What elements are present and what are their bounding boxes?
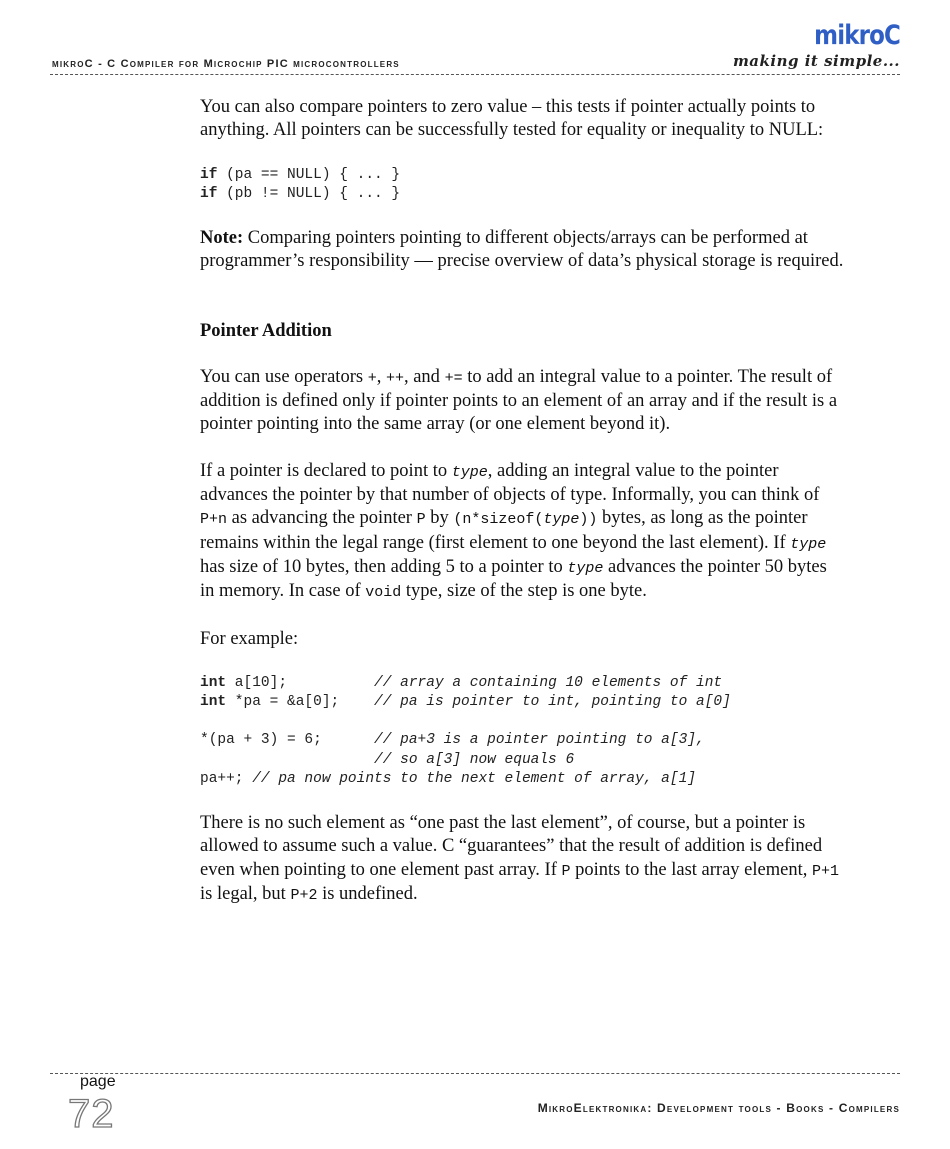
text: points to the last array element,	[570, 859, 812, 880]
page-label: page	[80, 1073, 116, 1090]
paragraph-for-example: For example:	[200, 628, 299, 649]
note-text: Comparing pointers pointing to different objects/arrays can be performed at programmer’s responsibility — precise overview of data’s physical storage is required.	[200, 228, 844, 272]
code-comment: // pa+3 is a pointer pointing to a[3],	[374, 732, 705, 749]
header-divider	[50, 74, 900, 75]
code-keyword: int	[200, 674, 227, 691]
inline-code: type	[451, 463, 488, 481]
code-text: *(pa + 3) = 6;	[200, 732, 375, 749]
text: You can use operators	[200, 366, 368, 387]
text: ,	[376, 366, 386, 387]
code-text: a[10];	[226, 674, 375, 691]
inline-code: P	[561, 862, 571, 880]
brand-tagline: making it simple...	[732, 52, 900, 70]
paragraph-compare-null: You can also compare pointers to zero value – this tests if pointer actually points to anything. All pointers can be successfully tested for equality or inequality to NULL:	[200, 97, 824, 141]
text: as advancing the pointer	[227, 508, 417, 529]
code-comment: // pa is pointer to int, pointing to a[0]	[374, 694, 731, 711]
code-block-pointer-example	[200, 674, 845, 789]
inline-code: +=	[444, 369, 463, 387]
page-number: 72	[68, 1092, 115, 1136]
text: type, size of the step is one byte.	[401, 581, 647, 602]
text: is undefined.	[317, 883, 418, 904]
code-comment: // array a containing 10 elements of int	[374, 674, 723, 691]
code-keyword: int	[200, 694, 227, 711]
inline-code: type	[790, 535, 827, 553]
inline-code: P+2	[290, 886, 318, 904]
inline-code: type	[543, 511, 580, 529]
text: by	[425, 508, 454, 529]
text: bytes, as long as the pointer remains within the legal range (first element to one beyond the last element). If	[200, 508, 808, 553]
code-text: *pa = &a[0];	[226, 694, 375, 711]
inline-code: void	[365, 584, 402, 602]
text: , and	[403, 366, 445, 387]
header-title: mikroC - C Compiler for Microchip PIC microcontrollers	[52, 58, 400, 70]
text: advances the pointer 50 bytes in memory. In case of	[200, 556, 827, 602]
text: is legal, but	[200, 883, 291, 904]
code-text: (pb != NULL) { ... }	[217, 185, 401, 202]
inline-code: ++	[385, 369, 404, 387]
code-text: (pa == NULL) { ... }	[217, 166, 401, 183]
inline-code: ))	[579, 511, 598, 529]
inline-code: P+n	[200, 511, 228, 529]
note-paragraph	[200, 227, 845, 274]
code-text	[200, 752, 374, 768]
code-comment: // pa now points to the next element of array, a[1]	[252, 770, 696, 787]
inline-code: (n*sizeof(	[453, 511, 544, 529]
paragraph-operators	[200, 366, 845, 437]
text: to add an integral value to a pointer. The result of addition is defined only if pointer points to an element of an array and if the result is a pointer pointing into the same array (or one element beyond it).	[200, 366, 838, 435]
brand-logo: mikroC	[814, 20, 900, 51]
code-text: pa++;	[200, 770, 253, 787]
text: If a pointer is declared to point to	[200, 460, 452, 481]
page-content	[200, 96, 845, 930]
inline-code: P	[416, 511, 426, 529]
note-label: Note:	[200, 228, 244, 248]
inline-code: +	[367, 369, 377, 387]
text: , adding an integral value to the pointer advances the pointer by that number of objects of type. Informally, you can think of	[200, 460, 820, 506]
footer-divider	[50, 1073, 900, 1074]
text: has size of 10 bytes, then adding 5 to a pointer to	[200, 556, 568, 577]
paragraph-type-advance	[200, 460, 845, 605]
section-heading: Pointer Addition	[200, 320, 332, 341]
code-keyword: if	[200, 166, 218, 183]
code-block-null-compare	[200, 166, 845, 204]
text: There is no such element as “one past the last element”, of course, but a pointer is allowed to assume such a value. C “guarantees” that the result of addition is defined even when pointing to one element past array. If	[200, 813, 823, 880]
inline-code: P+1	[811, 862, 839, 880]
code-comment: // so a[3] now equals 6	[374, 751, 575, 768]
inline-code: type	[567, 559, 604, 577]
footer-publisher: MikroElektronika: Development tools - Books - Compilers	[537, 1101, 900, 1115]
paragraph-past-last	[200, 812, 845, 907]
code-keyword: if	[200, 185, 218, 202]
